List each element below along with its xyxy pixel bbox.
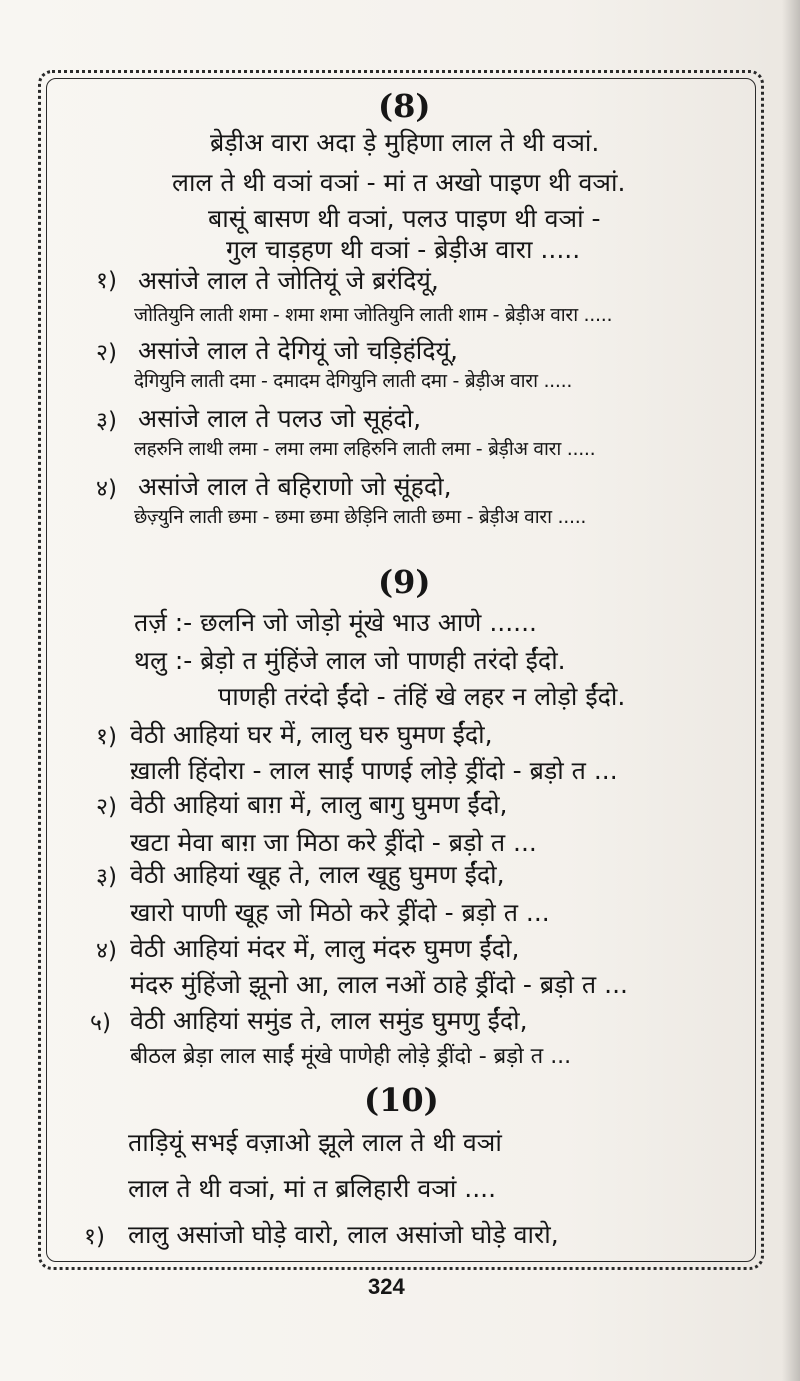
song10-line: लाल ते थी वञां, मां त ब्रलिहारी वञां .... (128, 1174, 497, 1203)
verse-number: ३) (96, 408, 117, 434)
verse-line: असांजे लाल ते पलउ जो सूहंदो, (138, 404, 422, 433)
verse-refrain: छेज़्युनि लाती छमा - छमा छमा छेड़िनि लाती छमा - ब्रेड़ीअ वारा ..... (134, 506, 587, 528)
verse-number: ३) (96, 864, 117, 890)
page-number: 324 (368, 1274, 405, 1299)
verse-number: १) (84, 1224, 105, 1250)
verse-refrain: लहरुनि लाथी लमा - लमा लमा लहिरुनि लाती लमा - ब्रेड़ीअ वारा ..... (134, 438, 596, 460)
verse-refrain: बीठल ब्रेड़ा लाल साईं मूंखे पाणेही लोड़े ड्रींदो - ब्रड़ो त ... (130, 1044, 572, 1069)
song10-line: ताड़ियूं सभई वज़ाओ झूले लाल ते थी वञां (128, 1128, 502, 1157)
song9-tarz: तर्ज़ :- छलनि जो जोड़ो मूंखे भाउ आणे ...... (134, 608, 537, 637)
verse-number: १) (96, 724, 117, 750)
song8-intro-line: ब्रेड़ीअ वारा अदा ड़े मुहिणा लाल ते थी वञां. (210, 128, 600, 157)
verse-line: असांजे लाल ते जोतियूं जे ब्ररंदियूं, (138, 266, 439, 295)
verse-refrain: जोतियुनि लाती शमा - शमा शमा जोतियुनि लाती शाम - ब्रेड़ीअ वारा ..... (134, 304, 613, 326)
verse-refrain: खटा मेवा बाग़ जा मिठा करे ड्रींदो - ब्रड़ो त ... (130, 828, 537, 857)
verse-number: २) (96, 340, 117, 366)
verse-line: वेठी आहियां घर में, लालु घरु घुमण ईंदो, (130, 720, 493, 749)
song8-heading: (8) (378, 87, 431, 125)
song8-intro-line: लाल ते थी वञां वञां - मां त अखो पाइण थी वञां. (172, 168, 626, 197)
verse-refrain: मंदरु मुंहिंजो झूनो आ, लाल नओं ठाहे ड्रींदो - ब्रड़ो त ... (130, 970, 628, 999)
verse-number: १) (96, 268, 117, 294)
verse-line: वेठी आहियां समुंड ते, लाल समुंड घुमणु ईंदो, (130, 1006, 528, 1035)
song9-thalu: थलु :- ब्रेड़ो त मुंहिंजे लाल जो पाणही तरंदो ईंदो. (134, 646, 566, 675)
song10-heading: (10) (364, 1081, 439, 1119)
song9-thalu: पाणही तरंदो ईंदो - तंहिं खे लहर न लोड़ो ईंदो. (218, 682, 626, 711)
verse-line: लालु असांजो घोड़े वारो, लाल असांजो घोड़े वारो, (128, 1220, 559, 1249)
song8-intro-line: गुल चाड़हण थी वञां - ब्रेड़ीअ वारा ..... (226, 235, 581, 264)
verse-line: वेठी आहियां बाग़ में, लालु बागु घुमण ईंदो, (130, 790, 508, 819)
verse-number: ४) (96, 938, 117, 964)
verse-number: ४) (96, 476, 117, 502)
verse-line: वेठी आहियां मंदर में, लालु मंदरु घुमण ईंदो, (130, 934, 520, 963)
verse-number: ५) (90, 1010, 111, 1036)
song8-intro-line: बासूं बासण थी वञां, पलउ पाइण थी वञां - (208, 204, 601, 233)
verse-line: असांजे लाल ते देगियूं जो चड़िहंदियूं, (138, 336, 458, 365)
page-edge-shadow (782, 0, 800, 1381)
verse-line: असांजे लाल ते बहिराणो जो सूंहदो, (138, 472, 452, 501)
verse-line: वेठी आहियां खूह ते, लाल खूहु घुमण ईंदो, (130, 860, 505, 889)
verse-refrain: ख़ाली हिंदोरा - लाल साईं पाणई लोड़े ड्रींदो - ब्रड़ो त ... (130, 756, 618, 785)
verse-refrain: खारो पाणी खूह जो मिठो करे ड्रींदो - ब्रड़ो त ... (130, 898, 550, 927)
verse-refrain: देगियुनि लाती दमा - दमादम देगियुनि लाती दमा - ब्रेड़ीअ वारा ..... (134, 370, 573, 392)
song9-heading: (9) (378, 563, 431, 601)
verse-number: २) (96, 794, 117, 820)
